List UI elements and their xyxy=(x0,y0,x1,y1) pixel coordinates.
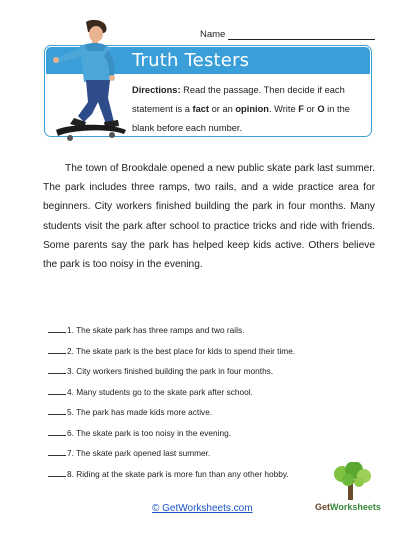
reading-passage xyxy=(43,159,375,274)
question-item xyxy=(48,345,378,366)
question-item xyxy=(48,386,378,407)
question-text: 6. The skate park is too noisy in the evening. xyxy=(67,427,232,438)
directions-part4: or xyxy=(303,104,318,114)
name-line[interactable] xyxy=(228,30,375,40)
answer-blank[interactable] xyxy=(48,324,66,333)
fact-word: fact xyxy=(192,104,210,114)
question-text: 5. The park has made kids more active. xyxy=(67,407,213,417)
question-text: 8. Riding at the skate park is more fun than any other hobby. xyxy=(67,468,289,479)
footer-link[interactable]: © GetWorksheets.com xyxy=(152,503,253,514)
o-letter: O xyxy=(317,104,325,114)
opinion-word: opinion xyxy=(235,104,269,114)
answer-blank[interactable] xyxy=(48,447,66,456)
directions-part3: . Write xyxy=(268,104,299,114)
directions-text xyxy=(132,81,366,138)
answer-blank[interactable] xyxy=(48,365,66,374)
directions-part5: in the blank before each number. xyxy=(132,104,350,133)
question-text: 1. The skate park has three ramps and two rails. xyxy=(67,325,245,335)
page-title: Truth Testers xyxy=(132,50,250,71)
answer-blank[interactable] xyxy=(48,406,66,415)
answer-blank[interactable] xyxy=(48,345,66,354)
question-text: 3. City workers finished building the park in four months. xyxy=(67,366,274,376)
directions-part2: or an xyxy=(209,104,236,114)
skateboarder-illustration xyxy=(48,18,132,150)
question-text: 2. The skate park is the best place for kids to spend their time. xyxy=(67,345,296,356)
question-item xyxy=(48,365,378,386)
answer-blank[interactable] xyxy=(48,386,66,395)
logo-text xyxy=(315,502,381,512)
logo-text-rest: Worksheets xyxy=(330,502,381,512)
directions-label: Directions: xyxy=(132,85,181,95)
name-field[interactable] xyxy=(200,26,375,40)
question-item xyxy=(48,324,378,345)
logo-text-get: Get xyxy=(315,502,331,512)
name-label: Name xyxy=(200,29,226,40)
answer-blank[interactable] xyxy=(48,468,66,477)
question-text: 7. The skate park opened last summer. xyxy=(67,448,211,458)
question-item xyxy=(48,427,378,448)
answer-blank[interactable] xyxy=(48,427,66,436)
f-letter: F xyxy=(298,104,304,114)
directions-part1: Read the passage. Then decide if each statement is a xyxy=(132,85,345,114)
passage-text: The town of Brookdale opened a new public skate park last summer. The park includes three ramps, two rails, and a wide practice area for beginners. City workers finished building the park in four months. Many students visit the park after school to practice tricks and ride with friends. Some parents say the park has helped keep kids active. Others believe the park is too noisy in the evening. xyxy=(43,163,375,271)
question-text: 4. Many students go to the skate park after school. xyxy=(67,386,253,397)
question-item xyxy=(48,406,378,427)
